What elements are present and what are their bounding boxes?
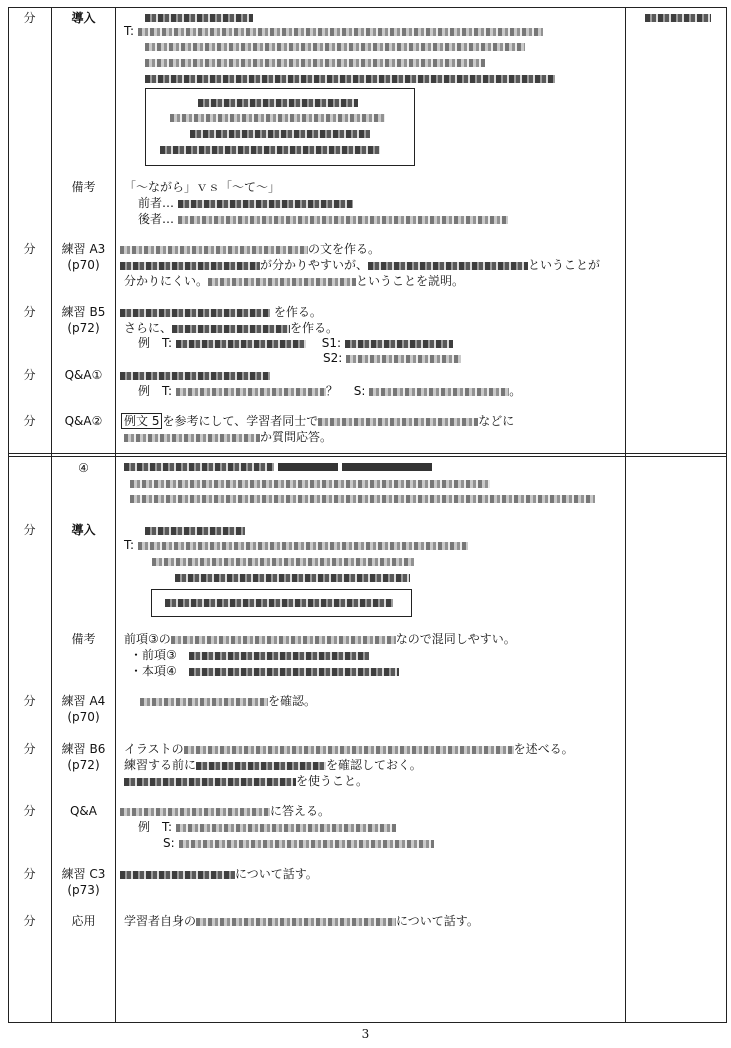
remark-line [124,632,516,646]
qa-label: Q&A [69,804,97,818]
a3-line2-end: ということが [528,258,601,272]
redacted-text [130,476,490,490]
application-end: について話す。 [396,914,479,928]
unit-cell: 分 [23,11,36,25]
unit-cell: 分 [23,523,36,537]
exercise-label: 練習 A4 [61,694,106,708]
qa2-line1-mid: を参考にして、学習者同士で [162,414,319,428]
section-divider-double [8,456,727,457]
remark-label: 備考 [71,632,96,646]
intro-label: 導入 [71,11,96,25]
intro-label: 導入 [71,523,96,537]
exercise-line [120,258,600,272]
redacted-text [165,595,393,609]
exercise-page: (p73) [67,883,100,897]
b6-line3-end: を使うこと。 [296,774,369,788]
redacted-text [160,142,380,156]
exercise-page: (p70) [67,258,100,272]
b6-line1-end: を述べる。 [513,742,574,756]
redacted-text [645,10,711,24]
b5-example-t: 例 T: [138,336,173,350]
unit-cell: 分 [23,368,36,382]
remark-latter: 後者… [138,212,175,226]
unit-cell: 分 [23,804,36,818]
redacted-text [190,126,370,140]
qa2-line1-end: などに [478,414,515,428]
unit-cell: 分 [23,742,36,756]
qa-label: Q&A① [64,368,103,382]
qa-line [120,368,270,382]
remark-line [130,648,369,662]
b6-line2-start: 練習する前に [124,758,197,772]
unit-cell: 分 [23,694,36,708]
redacted-text [145,10,253,24]
unit-cell: 分 [23,242,36,256]
exercise-label: 練習 B6 [61,742,106,756]
b5-line2-end: を作る。 [290,321,339,335]
section-divider [8,453,727,454]
b5-s2: S2: [323,351,343,365]
exercise-line [124,742,574,756]
qa-example-t: 例 T: [138,820,173,834]
exercise-label: 練習 B5 [61,305,106,319]
qa1-example-t: 例 T: [138,384,173,398]
exercise-line [120,867,318,881]
redacted-text [130,491,595,505]
qa-s: S: [163,836,175,850]
exercise-page: (p72) [67,758,100,772]
exercise-line [124,321,338,335]
application-label: 応用 [71,914,96,928]
redacted-text [145,55,485,69]
t-prefix: T: [124,24,135,38]
remark-line: 「～ながら」ｖｓ「～て～」 [124,180,281,194]
remark-line [138,196,353,210]
exercise-line [124,758,422,772]
exercise-line [120,242,380,256]
application-start: 学習者自身の [124,914,197,928]
b5-s1: S1: [321,336,342,350]
qa-line [124,430,332,444]
qa-line [163,836,434,850]
qa-line1-end: に答える。 [270,804,331,818]
remark-this-item: ・本項④ [130,664,177,678]
redacted-text [124,459,432,473]
remark-former: 前者… [138,196,175,210]
exercise-line [120,305,322,319]
remark-prev-item: ・前項③ [130,648,177,662]
qa1-question-mark: ？ [325,384,338,398]
a3-line3-start: 分かりにくい。 [124,274,209,288]
table-border-right [726,7,727,1023]
exercise-label: 練習 C3 [61,867,106,881]
section-number: ④ [78,461,89,475]
unit-cell: 分 [23,914,36,928]
remark-label: 備考 [71,180,96,194]
a3-line3-end: ということを説明。 [356,274,465,288]
qa-line [138,384,521,398]
a4-line: を確認。 [268,694,317,708]
qa-label: Q&A② [64,414,103,428]
redacted-text [198,95,358,109]
exercise-page: (p70) [67,710,100,724]
a3-line2-mid: が分かりやすいが、 [260,258,369,272]
remark-line [130,664,399,678]
b6-line2-end: を確認しておく。 [326,758,422,772]
exercise-page: (p72) [67,321,100,335]
qa1-period: 。 [509,384,522,398]
teacher-line [124,24,543,38]
remark-line [138,212,508,226]
qa-line [120,804,330,818]
example-sentence-ref: 例文 5 [121,413,162,429]
a3-line1: の文を作る。 [308,242,381,256]
unit-cell: 分 [23,305,36,319]
qa-line [138,820,396,834]
column-divider-2 [115,7,116,1023]
exercise-line [323,351,461,365]
redacted-text [152,554,414,568]
b5-line1: を作る。 [273,305,322,319]
b5-line2-start: さらに、 [124,321,173,335]
unit-cell: 分 [23,414,36,428]
unit-cell: 分 [23,867,36,881]
redacted-text [175,570,410,584]
remark2-end: なので混同しやすい。 [395,632,516,646]
exercise-line [138,336,453,350]
redacted-text [145,71,555,85]
b6-line1-start: イラストの [124,742,184,756]
qa-line [121,414,514,428]
application-line [124,914,479,928]
column-divider-3 [625,7,626,1023]
remark2-start: 前項③の [124,632,171,646]
exercise-line [124,774,368,788]
exercise-line [140,694,316,708]
page-number: 3 [361,1027,370,1041]
t-prefix: T: [124,538,135,552]
redacted-text [145,523,245,537]
teacher-line [124,538,468,552]
c3-line: について話す。 [235,867,318,881]
redacted-text [145,39,525,53]
exercise-label: 練習 A3 [61,242,106,256]
exercise-line [124,274,464,288]
qa1-s: S: [353,384,366,398]
redacted-text [170,110,385,124]
qa2-line2-end: か質問応答。 [260,430,333,444]
